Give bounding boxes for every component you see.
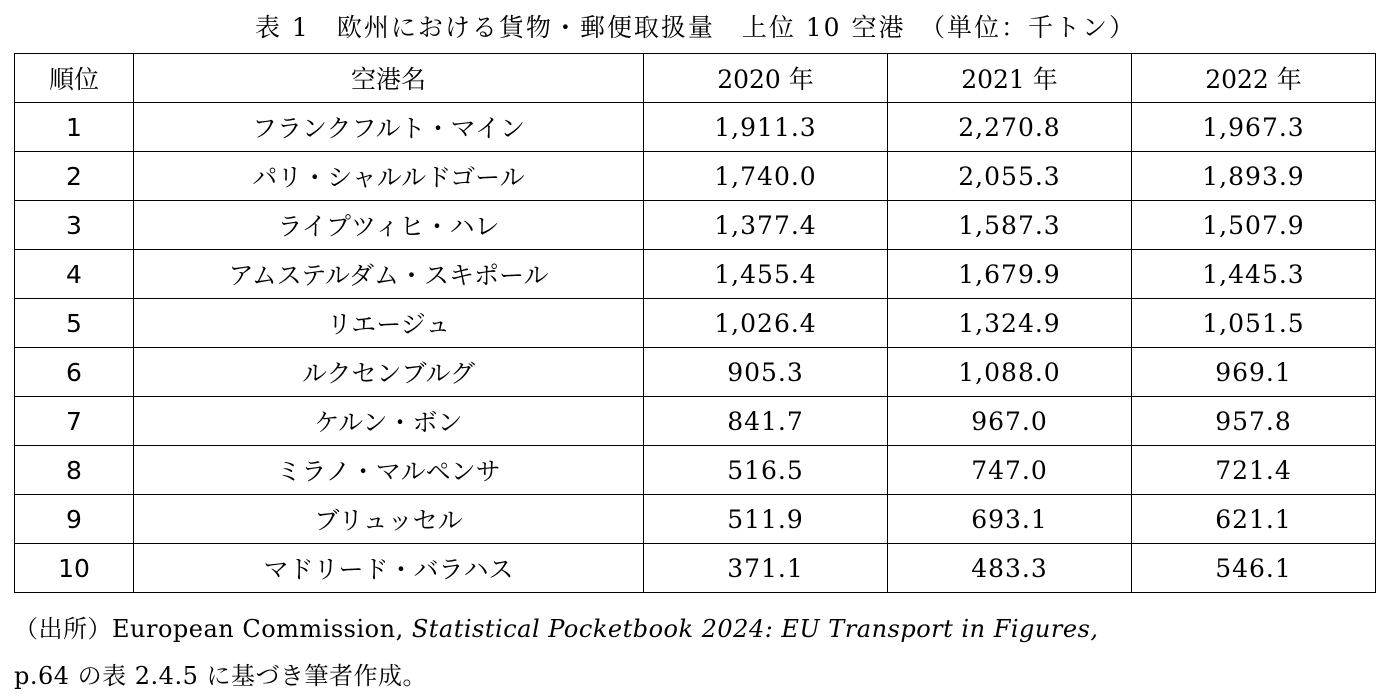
airport-name-cell: マドリード・バラハス — [134, 544, 644, 593]
rank-cell: 9 — [15, 495, 134, 544]
value-2022-cell: 1,967.3 — [1132, 103, 1376, 152]
value-2021-cell: 483.3 — [888, 544, 1132, 593]
value-2022-cell: 546.1 — [1132, 544, 1376, 593]
rank-cell: 3 — [15, 201, 134, 250]
table-row — [15, 152, 1376, 201]
rank-cell: 4 — [15, 250, 134, 299]
airport-name-cell: ミラノ・マルペンサ — [134, 446, 644, 495]
value-2021-cell: 1,088.0 — [888, 348, 1132, 397]
value-2020-cell: 1,911.3 — [644, 103, 888, 152]
airport-name-cell: ブリュッセル — [134, 495, 644, 544]
value-2021-cell: 747.0 — [888, 446, 1132, 495]
value-2020-cell: 905.3 — [644, 348, 888, 397]
header-rank: 順位 — [15, 54, 134, 103]
table-row — [15, 299, 1376, 348]
value-2022-cell: 1,051.5 — [1132, 299, 1376, 348]
value-2022-cell: 1,893.9 — [1132, 152, 1376, 201]
airport-cargo-table — [14, 53, 1376, 593]
source-note — [14, 606, 1384, 700]
airport-name-cell: フランクフルト・マイン — [134, 103, 644, 152]
rank-cell: 2 — [15, 152, 134, 201]
value-2021-cell: 1,679.9 — [888, 250, 1132, 299]
rank-cell: 5 — [15, 299, 134, 348]
value-2020-cell: 516.5 — [644, 446, 888, 495]
value-2020-cell: 511.9 — [644, 495, 888, 544]
rank-cell: 8 — [15, 446, 134, 495]
table-row — [15, 544, 1376, 593]
source-publication-title: Statistical Pocketbook 2024: EU Transport in Figures, — [411, 615, 1099, 643]
value-2022-cell: 1,507.9 — [1132, 201, 1376, 250]
value-2022-cell: 721.4 — [1132, 446, 1376, 495]
table-row — [15, 348, 1376, 397]
value-2020-cell: 1,026.4 — [644, 299, 888, 348]
airport-name-cell: ルクセンブルグ — [134, 348, 644, 397]
value-2020-cell: 371.1 — [644, 544, 888, 593]
table-row — [15, 495, 1376, 544]
rank-cell: 6 — [15, 348, 134, 397]
table-row — [15, 201, 1376, 250]
header-2022: 2022 年 — [1132, 54, 1376, 103]
value-2022-cell: 1,445.3 — [1132, 250, 1376, 299]
table-row — [15, 446, 1376, 495]
airport-name-cell: ライプツィヒ・ハレ — [134, 201, 644, 250]
value-2021-cell: 1,587.3 — [888, 201, 1132, 250]
value-2020-cell: 1,377.4 — [644, 201, 888, 250]
source-prefix: （出所）European Commission, — [14, 615, 412, 643]
table-header-row — [15, 54, 1376, 103]
value-2022-cell: 957.8 — [1132, 397, 1376, 446]
airport-name-cell: パリ・シャルルドゴール — [134, 152, 644, 201]
rank-cell: 7 — [15, 397, 134, 446]
table-row — [15, 103, 1376, 152]
value-2021-cell: 2,270.8 — [888, 103, 1132, 152]
value-2021-cell: 967.0 — [888, 397, 1132, 446]
source-line-2: p.64 の表 2.4.5 に基づき筆者作成。 — [14, 662, 427, 690]
table-row — [15, 250, 1376, 299]
rank-cell: 10 — [15, 544, 134, 593]
airport-name-cell: ケルン・ボン — [134, 397, 644, 446]
value-2021-cell: 1,324.9 — [888, 299, 1132, 348]
header-airport-name: 空港名 — [134, 54, 644, 103]
value-2021-cell: 2,055.3 — [888, 152, 1132, 201]
table-row — [15, 397, 1376, 446]
airport-name-cell: リエージュ — [134, 299, 644, 348]
value-2021-cell: 693.1 — [888, 495, 1132, 544]
value-2020-cell: 841.7 — [644, 397, 888, 446]
value-2020-cell: 1,740.0 — [644, 152, 888, 201]
value-2022-cell: 969.1 — [1132, 348, 1376, 397]
header-2020: 2020 年 — [644, 54, 888, 103]
value-2020-cell: 1,455.4 — [644, 250, 888, 299]
table-title: 表 1 欧州における貨物・郵便取扱量 上位 10 空港 （単位：千トン） — [254, 13, 1137, 42]
header-2021: 2021 年 — [888, 54, 1132, 103]
airport-name-cell: アムステルダム・スキポール — [134, 250, 644, 299]
rank-cell: 1 — [15, 103, 134, 152]
value-2022-cell: 621.1 — [1132, 495, 1376, 544]
